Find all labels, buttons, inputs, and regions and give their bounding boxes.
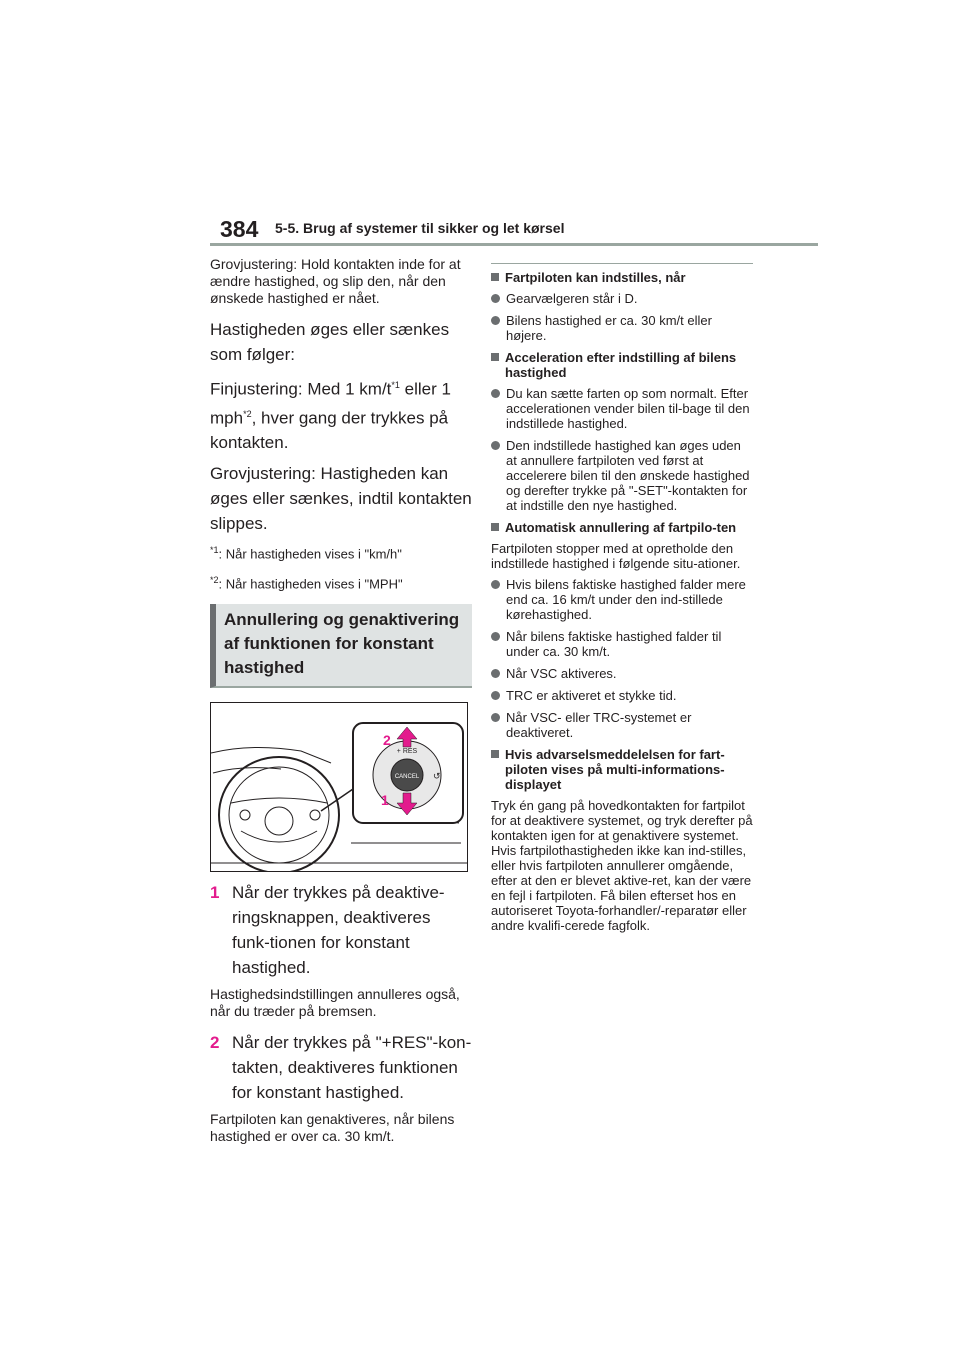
bullet-icon bbox=[491, 580, 500, 589]
step-2-number: 2 bbox=[210, 1032, 220, 1052]
bullet-icon bbox=[491, 632, 500, 641]
step-1-number: 1 bbox=[210, 882, 220, 902]
list-item: Bilens hastighed er ca. 30 km/t eller højere. bbox=[491, 313, 753, 343]
list-item: Hvis bilens faktiske hastighed falder mere end ca. 16 km/t under den ind-stillede kørehastighed. bbox=[491, 577, 753, 622]
res-label: + RES bbox=[396, 747, 418, 755]
step-2 bbox=[210, 1030, 472, 1105]
step-2-text: Når der trykkes på "+RES"-kon-takten, deaktiveres funktionen for konstant hastighed. bbox=[232, 1032, 472, 1102]
square-bullet-icon bbox=[491, 523, 499, 531]
heading-warning: Hvis advarselsmeddelelsen for fart-piloten vises på multi-informations-displayet bbox=[491, 747, 753, 792]
bullet-icon bbox=[491, 713, 500, 722]
footnote-2: $^{*2}$: Når hastigheden vises i "MPH" bbox=[210, 574, 403, 591]
callout-2: 2 bbox=[383, 731, 391, 748]
heading-acceleration: Acceleration efter indstilling af bilens hastighed bbox=[491, 350, 753, 380]
step-1-text: Når der trykkes på deaktive-ringsknappen, deaktiveres funk-tionen for konstant hastighed. bbox=[232, 882, 445, 977]
header-rule bbox=[210, 243, 818, 246]
leader-line bbox=[321, 789, 353, 811]
bullet-icon bbox=[491, 316, 500, 325]
para-coarse: Grovjustering: Hastigheden kan øges eller sænkes, indtil kontakten slippes. bbox=[210, 464, 472, 534]
list-item: Når VSC aktiveres. bbox=[491, 666, 753, 681]
section-title: 5-5. Brug af systemer til sikker og let kørsel bbox=[275, 220, 565, 236]
list-item: Når VSC- eller TRC-systemet er deaktiveret. bbox=[491, 710, 753, 740]
left-column bbox=[210, 256, 472, 1155]
para-fine: Finjustering: Med 1 $km/t^{*1}$ eller 1 mph$^{*2}$, hver gang der trykkes på kontakten. bbox=[210, 379, 451, 453]
list-item: TRC er aktiveret et stykke tid. bbox=[491, 688, 753, 703]
step-1 bbox=[210, 880, 472, 980]
callout-1: 1 bbox=[381, 791, 389, 808]
warning-text: Tryk én gang på hovedkontakten for fartpilot for at deaktivere systemet, og tryk derefter på kontakten igen for at genaktivere systemet. Hvis fartpilothastigheden ikke kan ind-stilles, eller hvis fartpiloten annullerer omgående, efter at den er blevet aktive-ret, kan der være en fejl i fartpiloten. Få bilen efterset hos en autoriseret Toyota-forhandler/-reparatør eller andre kvalifi-cerede fagfolk. bbox=[491, 798, 753, 933]
right-rule bbox=[491, 263, 753, 264]
para-adjust: Hastigheden øges eller sænkes som følger: bbox=[210, 320, 450, 364]
bullet-icon bbox=[491, 669, 500, 678]
steering-wheel-figure bbox=[210, 702, 468, 872]
bullet-icon bbox=[491, 441, 500, 450]
bullet-icon bbox=[491, 294, 500, 303]
square-bullet-icon bbox=[491, 750, 499, 758]
section-heading-box: Annullering og genaktivering af funktionen for konstant hastighed bbox=[210, 604, 472, 688]
auto-cancel-text: Fartpiloten stopper med at opretholde den indstillede hastighed i følgende situ-ationer. bbox=[491, 541, 741, 571]
right-column bbox=[491, 263, 753, 939]
footnote-1: $^{*1}$: Når hastigheden vises i "km/h" bbox=[210, 545, 402, 562]
svg-text:↺: ↺ bbox=[433, 770, 441, 781]
list-item: Gearvælgeren står i D. bbox=[491, 291, 753, 306]
square-bullet-icon bbox=[491, 273, 499, 281]
cancel-label: CANCEL bbox=[394, 773, 420, 780]
step-1-note: Hastighedsindstillingen annulleres også, når du træder på bremsen. bbox=[210, 985, 460, 1019]
list-item: Den indstillede hastighed kan øges uden at annullere fartpiloten ved først at accelerere bilen til den ønskede hastighed og derefter trykke på "-SET"-kontakten for at indstille den nye hastighed. bbox=[491, 438, 753, 513]
intro-text: Grovjustering: Hold kontakten inde for at ændre hastighed, og slip den, når den ønskede hastighed er nået. bbox=[210, 256, 461, 306]
list-item: Du kan sætte farten op som normalt. Efter accelerationen vender bilen til-bage til den indstillede hastighed. bbox=[491, 386, 753, 431]
list-item: Når bilens faktiske hastighed falder til under ca. 30 km/t. bbox=[491, 629, 753, 659]
step-2-note: Fartpiloten kan genaktiveres, når bilens hastighed er over ca. 30 km/t. bbox=[210, 1110, 455, 1144]
bullet-icon bbox=[491, 691, 500, 700]
heading-conditions: Fartpiloten kan indstilles, når bbox=[491, 270, 753, 285]
page-number: 384 bbox=[220, 216, 259, 242]
steering-wheel-illustration bbox=[211, 703, 467, 871]
square-bullet-icon bbox=[491, 353, 499, 361]
heading-auto-cancel: Automatisk annullering af fartpilo-ten bbox=[491, 520, 753, 535]
bullet-icon bbox=[491, 389, 500, 398]
